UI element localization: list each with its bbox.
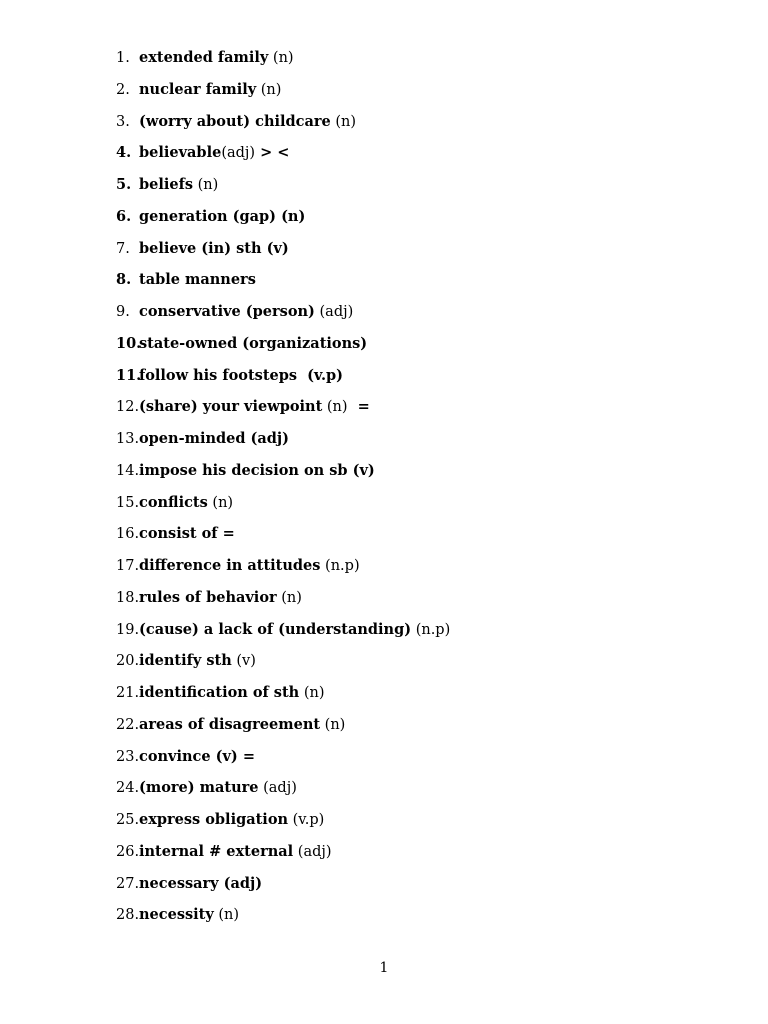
list-item <box>0 840 768 872</box>
part-of-speech-text: (v.p) <box>288 812 325 828</box>
part-of-speech-text: (n) <box>193 177 219 193</box>
list-item <box>0 681 768 713</box>
list-item-text <box>139 522 235 546</box>
list-item-number: 27. <box>116 875 140 892</box>
list-item <box>0 649 768 681</box>
list-item-number: 20. <box>116 653 140 670</box>
list-item <box>0 205 768 237</box>
list-item-text <box>139 745 255 769</box>
list-item <box>0 427 768 459</box>
list-item <box>0 300 768 332</box>
list-item <box>0 459 768 491</box>
term-text: believe (in) sth (v) <box>139 239 289 257</box>
list-item-text <box>139 427 289 451</box>
list-item <box>0 903 768 935</box>
list-item-text <box>139 46 294 70</box>
term-text: express obligation <box>139 811 289 828</box>
list-item <box>0 237 768 269</box>
list-item-number: 9. <box>116 304 130 320</box>
term-text: extended family <box>139 49 269 66</box>
term-text: convince (v) = <box>139 747 255 765</box>
term-text: areas of disagreement <box>139 715 321 733</box>
term-text: open-minded (adj) <box>139 430 290 447</box>
list-item-text <box>139 681 324 705</box>
part-of-speech-text: (n) <box>268 50 294 66</box>
part-of-speech-text: (adj) <box>293 843 332 860</box>
list-item <box>0 872 768 904</box>
list-item-text <box>139 237 289 261</box>
part-of-speech-text: (n) <box>322 399 348 416</box>
list-item-number: 25. <box>116 812 140 828</box>
part-of-speech-text: (adj) <box>258 780 297 797</box>
list-item-number: 10. <box>116 334 142 352</box>
term-text: state-owned (organizations) <box>139 334 368 352</box>
part-of-speech-text: (v) <box>231 653 256 670</box>
list-item-number: 13. <box>116 431 140 447</box>
list-item-text <box>139 586 302 610</box>
list-item <box>0 364 768 396</box>
list-item-text <box>139 554 360 578</box>
vocabulary-list <box>0 46 768 935</box>
part-of-speech-text: (n) <box>213 907 240 924</box>
list-item <box>0 78 768 110</box>
list-item <box>0 46 768 78</box>
list-item-number: 3. <box>116 113 130 130</box>
list-item-number: 15. <box>116 494 140 511</box>
list-item-text <box>139 872 262 896</box>
term-text: (more) mature <box>139 779 259 797</box>
part-of-speech-text: (n) <box>276 589 302 606</box>
list-item-text <box>139 649 256 673</box>
list-item-text <box>139 713 345 737</box>
list-item-text <box>139 110 356 134</box>
part-of-speech-text: (n) <box>256 81 282 98</box>
part-of-speech-text: (n) <box>299 685 325 701</box>
list-item-number: 14. <box>116 462 140 479</box>
list-item <box>0 141 768 173</box>
list-item-number: 18. <box>116 589 140 606</box>
list-item-text <box>139 205 305 229</box>
list-item-number: 23. <box>116 748 140 765</box>
list-item <box>0 618 768 650</box>
list-item-text <box>139 840 332 864</box>
list-item-text <box>139 141 289 165</box>
list-item <box>0 554 768 586</box>
list-item-number: 16. <box>116 526 140 543</box>
term-text: rules of behavior <box>139 588 277 606</box>
list-item-text <box>139 268 256 292</box>
list-item-number: 7. <box>116 240 130 257</box>
term-text: (worry about) childcare <box>139 112 331 130</box>
list-item <box>0 491 768 523</box>
list-item-text <box>139 173 218 197</box>
part-of-speech-text: (n) <box>207 494 234 511</box>
list-item-text <box>139 459 375 483</box>
list-item <box>0 268 768 300</box>
list-item-number: 11. <box>116 366 142 384</box>
term-text: generation (gap) (n) <box>139 207 306 225</box>
part-of-speech-text: (n) <box>320 716 346 733</box>
list-item-text <box>139 491 233 515</box>
list-item-number: 24. <box>116 780 140 797</box>
term-text: nuclear family <box>139 80 257 98</box>
list-item-number: 4. <box>116 144 132 162</box>
list-item-text <box>139 300 353 324</box>
term-text: conservative (person) <box>139 303 315 320</box>
term-text: (cause) a lack of (understanding) <box>139 620 412 638</box>
term-text: necessary (adj) <box>139 874 263 892</box>
term-text: = <box>347 398 370 416</box>
part-of-speech-text: (n) <box>330 113 357 130</box>
list-item-number: 28. <box>116 907 140 924</box>
term-text: consist of = <box>139 525 235 543</box>
term-text: internal # external <box>139 842 294 860</box>
list-item-number: 21. <box>116 685 140 701</box>
list-item-number: 26. <box>116 843 140 860</box>
part-of-speech-text: (adj) <box>221 145 256 162</box>
term-text: believable <box>139 144 222 162</box>
term-text: table manners <box>139 271 256 289</box>
list-item-text <box>139 395 370 419</box>
list-item-text <box>139 808 324 832</box>
part-of-speech-text: (n.p) <box>411 621 451 638</box>
list-item-number: 8. <box>116 271 132 289</box>
term-text: identify sth <box>139 652 232 670</box>
list-item-number: 17. <box>116 558 140 574</box>
list-item <box>0 713 768 745</box>
part-of-speech-text: (adj) <box>314 304 354 320</box>
list-item-text <box>139 903 239 927</box>
list-item <box>0 332 768 364</box>
list-item <box>0 808 768 840</box>
term-text: identification of sth <box>139 684 300 701</box>
term-text: beliefs <box>139 176 194 193</box>
term-text: (share) your viewpoint <box>139 398 323 416</box>
list-item-text <box>139 364 343 388</box>
list-item-number: 5. <box>116 176 132 193</box>
list-item <box>0 173 768 205</box>
part-of-speech-text: (n.p) <box>320 558 360 574</box>
term-text: conflicts <box>139 493 208 511</box>
list-item-text <box>139 618 450 642</box>
term-text: difference in attitudes <box>139 557 321 574</box>
page-number: 1 <box>379 960 389 976</box>
term-text: necessity <box>139 906 214 924</box>
list-item-text <box>139 332 367 356</box>
list-item <box>0 522 768 554</box>
list-item <box>0 586 768 618</box>
list-item-number: 6. <box>116 207 132 225</box>
list-item-number: 19. <box>116 621 140 638</box>
term-text: follow his footsteps (v.p) <box>139 366 344 384</box>
term-text: > < <box>255 144 290 162</box>
list-item-number: 22. <box>116 716 140 733</box>
list-item-number: 2. <box>116 81 130 98</box>
list-item <box>0 395 768 427</box>
list-item <box>0 776 768 808</box>
term-text: impose his decision on sb (v) <box>139 461 375 479</box>
list-item-number: 1. <box>116 50 130 66</box>
list-item-text <box>139 776 297 800</box>
list-item-text <box>139 78 281 102</box>
list-item <box>0 745 768 777</box>
list-item <box>0 110 768 142</box>
list-item-number: 12. <box>116 399 140 416</box>
